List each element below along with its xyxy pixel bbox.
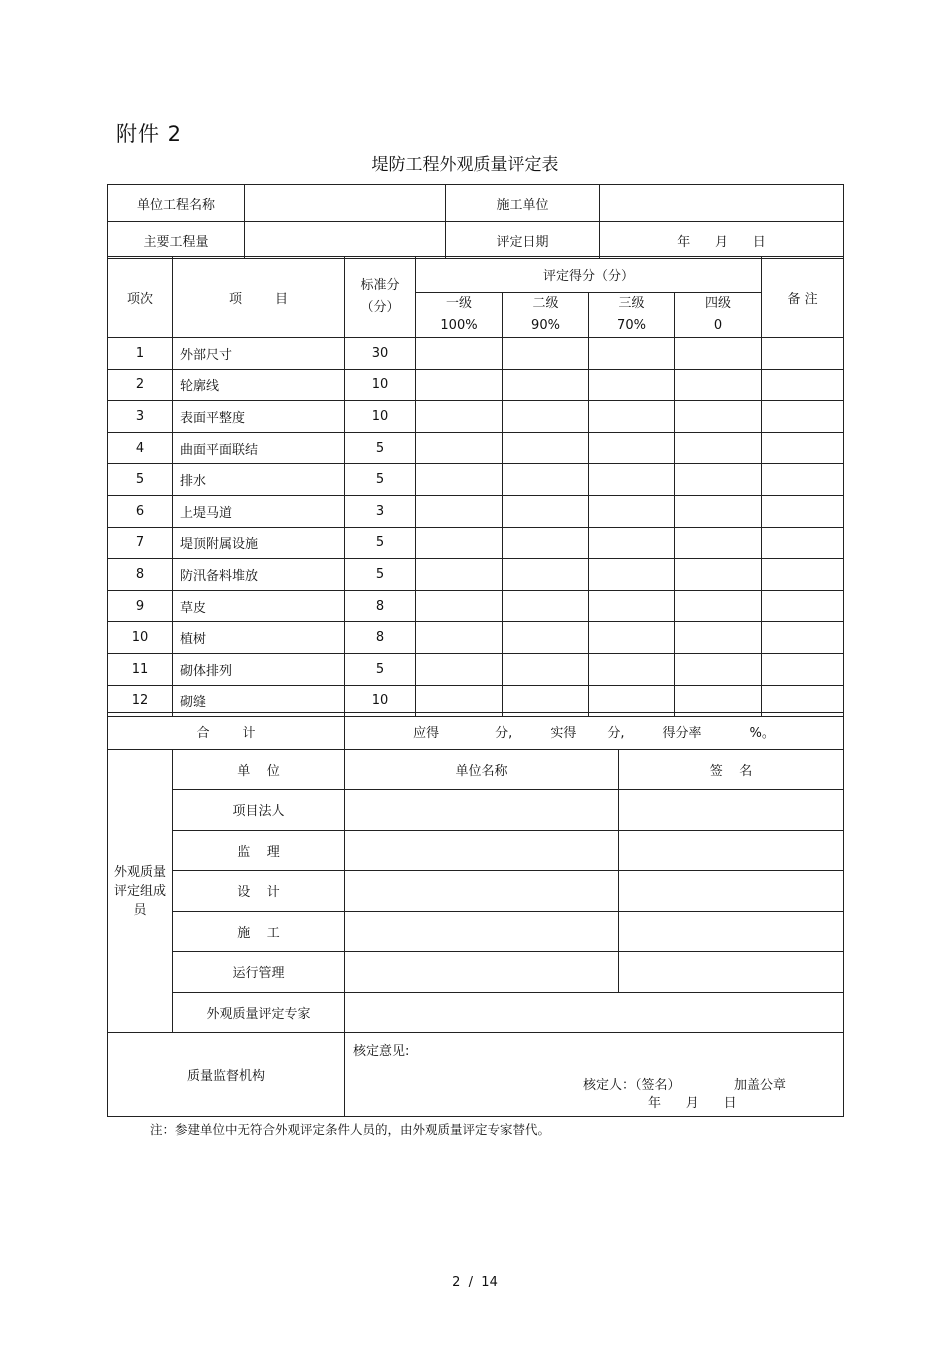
supervision-opinion-cell[interactable] [345,1033,844,1117]
row-grade-2-cell[interactable] [503,401,589,433]
row-item: 外部尺寸 [173,338,345,370]
group-label: 外观质量评定组成员 [113,864,166,918]
row-grade-2-cell[interactable] [503,559,589,591]
supervision-date: 年 月 日 [648,1096,737,1111]
supervision-seal: 加盖公章 [734,1078,787,1093]
member-unit-name-field[interactable] [345,911,619,952]
row-grade-3-cell[interactable] [589,559,675,591]
total-should-get: 应得 [413,725,440,741]
total-actual-get: 实得 [550,725,577,741]
assessment-date-label: 评定日期 [446,222,600,259]
supervision-verifier: 核定人：（签名） [583,1078,681,1093]
assessment-table [107,712,844,1117]
row-remark-cell[interactable] [762,527,844,559]
row-grade-2-cell[interactable] [503,464,589,496]
grade-1-pct: 100% [440,318,478,333]
row-grade-2-cell[interactable] [503,622,589,654]
row-item: 排水 [173,464,345,496]
member-design: 设 计 [173,871,345,912]
grade-2-name: 二级 [532,296,559,311]
row-grade-3-cell[interactable] [589,495,675,527]
row-index: 10 [108,622,173,654]
table-row [108,432,844,464]
member-supervision: 监 理 [173,830,345,871]
row-grade-1-cell[interactable] [416,495,503,527]
grade-4-header [675,293,762,338]
total-rate: 得分率 [662,725,702,741]
attachment-label: 附件 2 [116,122,183,146]
construction-unit-field[interactable] [600,185,844,222]
construction-unit-label: 施工单位 [446,185,600,222]
total-summary [345,713,844,750]
row-grade-4-cell[interactable] [675,401,762,433]
table-row [108,338,844,370]
member-construction: 施 工 [173,911,345,952]
row-index: 2 [108,369,173,401]
row-grade-1-cell[interactable] [416,622,503,654]
row-item: 砌缝 [173,685,345,717]
group-label-cell [108,750,173,1033]
supervision-opinion-label: 核定意见: [353,1044,410,1059]
table-row [108,464,844,496]
row-standard-score: 5 [345,527,416,559]
scoring-table [107,256,844,717]
row-item: 植树 [173,622,345,654]
row-index: 11 [108,653,173,685]
row-index: 5 [108,464,173,496]
member-sign-field[interactable] [619,790,844,831]
group-unit-header: 单 位 [173,750,345,790]
row-remark-cell[interactable] [762,653,844,685]
row-grade-2-cell[interactable] [503,369,589,401]
row-grade-1-cell[interactable] [416,653,503,685]
row-grade-3-cell[interactable] [589,338,675,370]
row-grade-1-cell[interactable] [416,338,503,370]
row-remark-cell[interactable] [762,401,844,433]
row-standard-score: 8 [345,622,416,654]
standard-score-line1: 标准分 [360,278,400,293]
total-fen-2: 分, [607,725,625,741]
col-item-header: 项 目 [173,257,345,338]
supervision-label: 质量监督机构 [108,1033,345,1117]
table-row [108,527,844,559]
title-text: 堤防工程外观质量评定表 [371,155,559,175]
row-item: 轮廓线 [173,369,345,401]
table-row [108,369,844,401]
table-row [108,401,844,433]
total-label: 合 计 [108,713,345,750]
table-row [108,495,844,527]
row-remark-cell[interactable] [762,495,844,527]
member-expert: 外观质量评定专家 [173,992,345,1033]
member-sign-field[interactable] [619,911,844,952]
row-grade-4-cell[interactable] [675,559,762,591]
row-grade-3-cell[interactable] [589,432,675,464]
row-standard-score: 3 [345,495,416,527]
row-standard-score: 8 [345,590,416,622]
member-sign-field[interactable] [619,952,844,993]
row-index: 6 [108,495,173,527]
row-item: 防汛备料堆放 [173,559,345,591]
row-grade-2-cell[interactable] [503,590,589,622]
row-remark-cell[interactable] [762,369,844,401]
table-row [108,559,844,591]
row-grade-3-cell[interactable] [589,590,675,622]
grade-3-header [589,293,675,338]
row-standard-score: 5 [345,464,416,496]
row-grade-4-cell[interactable] [675,369,762,401]
row-grade-4-cell[interactable] [675,338,762,370]
score-group-header: 评定得分（分） [416,257,762,293]
row-grade-1-cell[interactable] [416,432,503,464]
row-grade-2-cell[interactable] [503,495,589,527]
member-unit-name-field[interactable] [345,830,619,871]
row-grade-4-cell[interactable] [675,495,762,527]
row-remark-cell[interactable] [762,464,844,496]
main-quantity-label: 主要工程量 [108,222,245,259]
row-item: 上堤马道 [173,495,345,527]
member-unit-name-field[interactable] [345,952,619,993]
row-remark-cell[interactable] [762,338,844,370]
row-item: 曲面平面联结 [173,432,345,464]
row-grade-1-cell[interactable] [416,401,503,433]
header-info-table [107,184,844,259]
row-standard-score: 5 [345,653,416,685]
member-expert-field[interactable] [345,992,844,1033]
row-grade-1-cell[interactable] [416,590,503,622]
grade-3-name: 三级 [618,296,645,311]
group-name-header: 单位名称 [345,750,619,790]
row-grade-2-cell[interactable] [503,527,589,559]
col-index-header: 项次 [108,257,173,338]
row-grade-3-cell[interactable] [589,464,675,496]
grade-4-pct: 0 [713,318,723,333]
row-index: 4 [108,432,173,464]
standard-score-line2: （分） [360,300,400,315]
member-sign-field[interactable] [619,830,844,871]
row-grade-1-cell[interactable] [416,527,503,559]
grade-1-header [416,293,503,338]
row-item: 堤顶附属设施 [173,527,345,559]
row-grade-4-cell[interactable] [675,432,762,464]
row-item: 砌体排列 [173,653,345,685]
col-remark-header: 备 注 [762,257,844,338]
row-grade-1-cell[interactable] [416,464,503,496]
row-standard-score: 5 [345,432,416,464]
table-row [108,622,844,654]
col-standard-score-header [345,257,416,338]
row-grade-3-cell[interactable] [589,622,675,654]
row-grade-4-cell[interactable] [675,464,762,496]
grade-4-name: 四级 [705,296,732,311]
row-standard-score: 30 [345,338,416,370]
unit-project-name-label: 单位工程名称 [108,185,245,222]
grade-2-header [503,293,589,338]
row-remark-cell[interactable] [762,590,844,622]
score-rows [108,338,844,717]
unit-project-name-field[interactable] [245,185,446,222]
row-grade-2-cell[interactable] [503,432,589,464]
assessment-date-field[interactable]: 年 月 日 [600,222,844,259]
row-standard-score: 10 [345,685,416,717]
row-grade-4-cell[interactable] [675,622,762,654]
member-unit-name-field[interactable] [345,790,619,831]
row-index: 9 [108,590,173,622]
row-grade-3-cell[interactable] [589,653,675,685]
grade-2-pct: 90% [531,318,560,333]
footnote: 注：参建单位中无符合外观评定条件人员的，由外观质量评定专家替代。 [150,1122,551,1137]
page-title [0,150,950,175]
row-grade-1-cell[interactable] [416,369,503,401]
page-number: 2 / 14 [452,1275,498,1290]
row-index: 3 [108,401,173,433]
row-remark-cell[interactable] [762,432,844,464]
row-grade-4-cell[interactable] [675,590,762,622]
member-unit-name-field[interactable] [345,871,619,912]
table-row [108,653,844,685]
row-item: 草皮 [173,590,345,622]
row-grade-3-cell[interactable] [589,369,675,401]
total-fen-1: 分, [495,725,513,741]
row-remark-cell[interactable] [762,622,844,654]
grade-3-pct: 70% [617,318,646,333]
row-grade-2-cell[interactable] [503,653,589,685]
row-index: 12 [108,685,173,717]
row-remark-cell[interactable] [762,559,844,591]
grade-1-name: 一级 [445,296,472,311]
total-percent: %。 [749,725,775,741]
table-row [108,590,844,622]
row-grade-3-cell[interactable] [589,527,675,559]
row-grade-3-cell[interactable] [589,401,675,433]
row-standard-score: 5 [345,559,416,591]
row-index: 8 [108,559,173,591]
row-standard-score: 10 [345,401,416,433]
member-sign-field[interactable] [619,871,844,912]
row-index: 1 [108,338,173,370]
main-quantity-field[interactable] [245,222,446,259]
row-grade-2-cell[interactable] [503,338,589,370]
group-sign-header: 签 名 [619,750,844,790]
row-index: 7 [108,527,173,559]
row-grade-4-cell[interactable] [675,527,762,559]
row-grade-1-cell[interactable] [416,559,503,591]
member-project-owner: 项目法人 [173,790,345,831]
row-standard-score: 10 [345,369,416,401]
member-operation-management: 运行管理 [173,952,345,993]
row-grade-4-cell[interactable] [675,653,762,685]
row-item: 表面平整度 [173,401,345,433]
